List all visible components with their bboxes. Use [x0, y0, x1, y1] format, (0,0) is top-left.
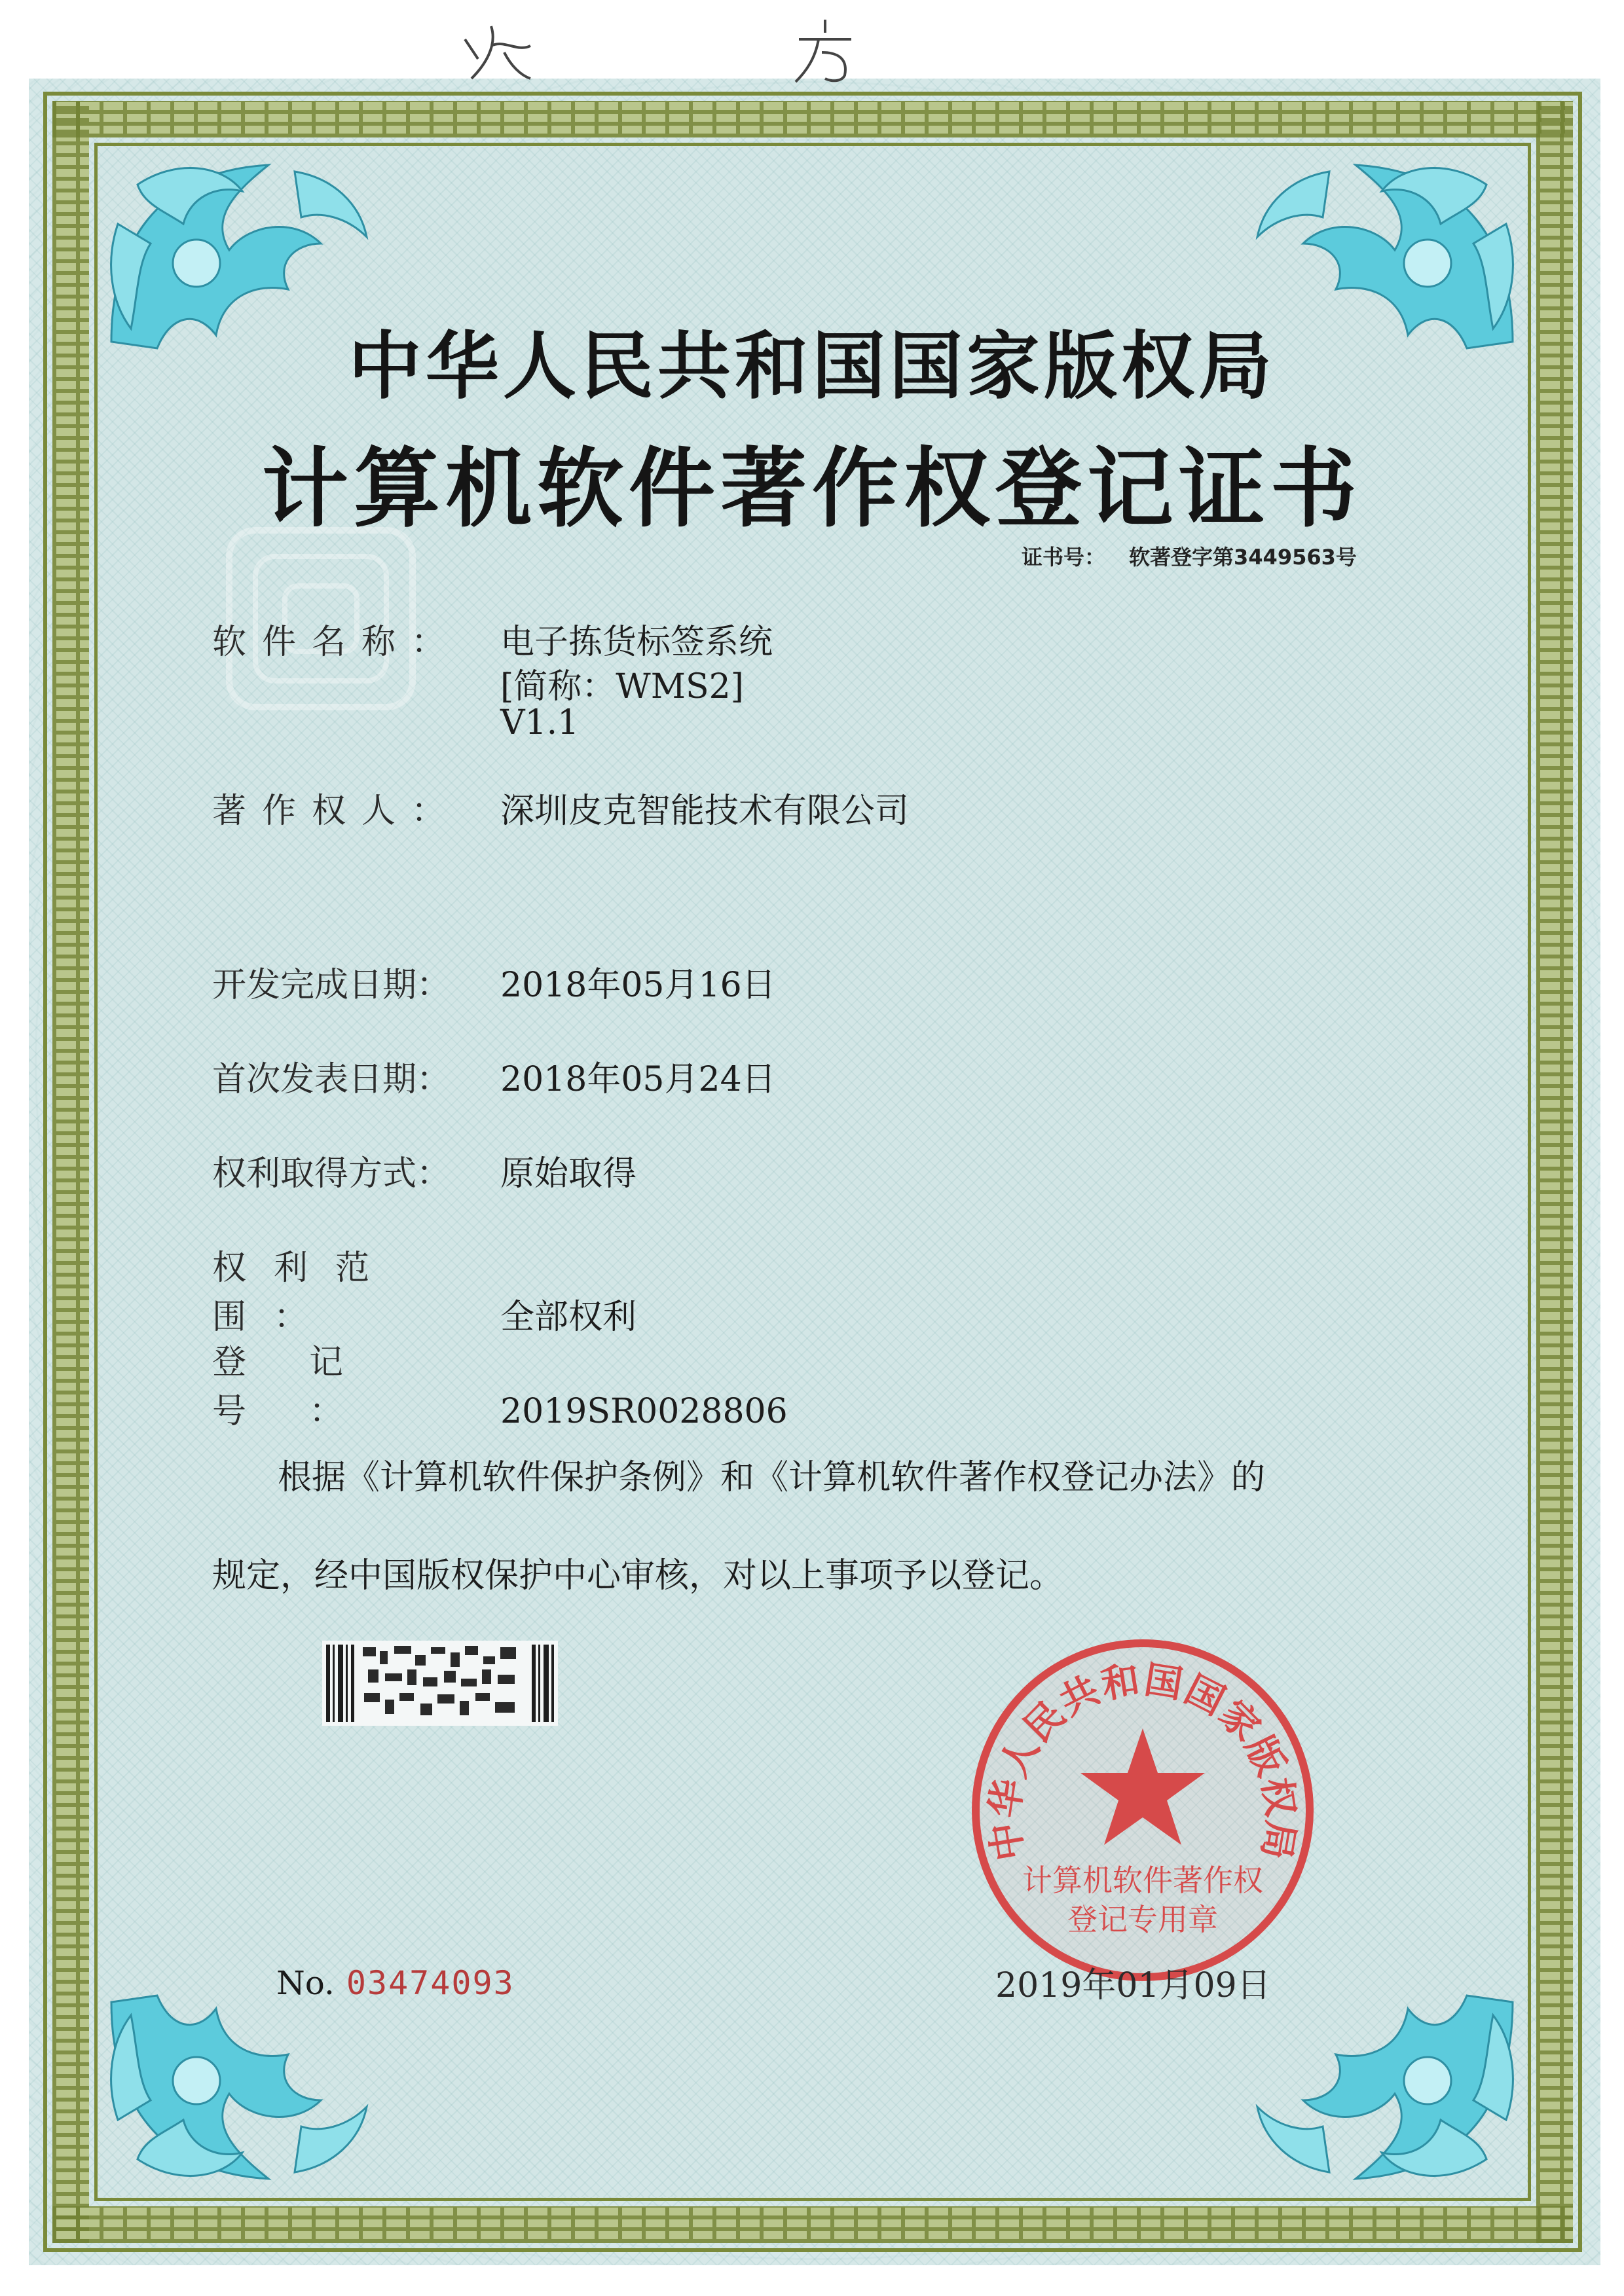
field-acquisition-method	[212, 1146, 637, 1195]
field-value: 深圳皮克智能技术有限公司	[500, 792, 910, 831]
serial-prefix: No.	[276, 1964, 335, 2002]
certificate-number-value: 软著登字第3449563号	[1129, 545, 1357, 570]
field-label: 权利取得方式：	[212, 1154, 451, 1194]
corner-ornament-icon	[1244, 1982, 1526, 2198]
certificate-title: 计算机软件著作权登记证书	[262, 439, 1362, 539]
field-registration-number	[212, 1334, 788, 1432]
statement-line-2: 规定，经中国版权保护中心审核，对以上事项予以登记。	[212, 1556, 1064, 1595]
official-seal-stamp	[963, 1630, 1323, 1990]
serial-number	[276, 1964, 515, 2002]
software-short-name: [简称：WMS2]	[500, 667, 744, 706]
field-value: 2019SR0028806	[500, 1392, 788, 1431]
certificate-number-label: 证书号：	[1022, 545, 1106, 570]
field-first-publication-date	[212, 1051, 776, 1101]
seal-line-2: 登记专用章	[1067, 1902, 1218, 1937]
field-label: 著作权人：	[212, 792, 462, 831]
field-value: 2018年05月16日	[500, 966, 776, 1005]
field-label: 登记号：	[212, 1343, 407, 1431]
field-copyright-owner	[212, 783, 909, 832]
field-label: 开发完成日期：	[212, 966, 451, 1005]
corner-ornament-icon	[98, 1982, 380, 2198]
barcode-icon	[322, 1641, 558, 1726]
field-value: 电子拣货标签系统	[500, 623, 773, 662]
field-rights-scope	[212, 1240, 637, 1338]
software-version: V1.1	[500, 703, 580, 742]
serial-number-value: 03474093	[346, 1964, 515, 2002]
greek-key-pattern-bottom	[52, 2206, 1573, 2243]
field-value: 全部权利	[500, 1298, 637, 1337]
certificate-number	[1022, 541, 1357, 571]
handwritten-mark	[786, 13, 864, 92]
handwritten-mark	[458, 13, 537, 92]
field-value: 2018年05月24日	[500, 1060, 776, 1099]
field-label: 权利范围：	[212, 1248, 397, 1337]
field-software-name	[212, 614, 773, 663]
seal-ring-text: 中华人民共和国国家版权局	[982, 1657, 1304, 1865]
issue-date: 2019年01月09日	[995, 1966, 1271, 2005]
issuing-authority: 中华人民共和国国家版权局	[348, 324, 1276, 409]
seal-line-1: 计算机软件著作权	[1022, 1863, 1263, 1898]
statement-line-1: 根据《计算机软件保护条例》和《计算机软件著作权登记办法》的	[278, 1458, 1266, 1497]
field-completion-date	[212, 957, 776, 1006]
greek-key-pattern-top	[52, 101, 1573, 137]
field-value: 原始取得	[500, 1154, 637, 1194]
field-label: 首次发表日期：	[212, 1060, 451, 1099]
field-label: 软件名称：	[212, 623, 462, 662]
